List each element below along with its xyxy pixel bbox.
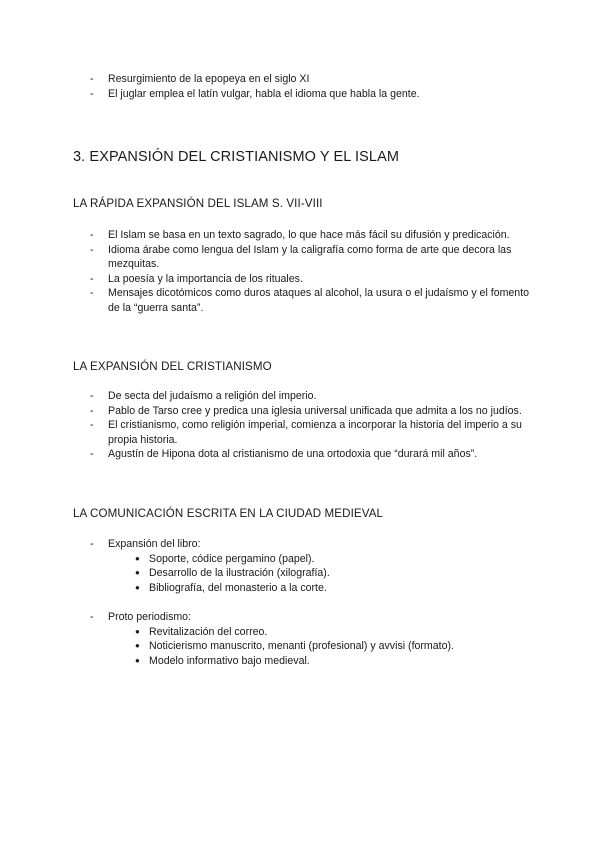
- section-title: 3. EXPANSIÓN DEL CRISTIANISMO Y EL ISLAM: [73, 149, 400, 165]
- cristianismo-heading: LA EXPANSIÓN DEL CRISTIANISMO: [73, 360, 272, 373]
- list-item: - Pablo de Tarso cree y predica una iglesia universal unificada que admita a los no judíos.: [90, 404, 530, 419]
- list-item: - El cristianismo, como religión imperial, comienza a incorporar la historia del imperio a su propia historia.: [90, 418, 530, 447]
- sublist-item: ● Bibliografía, del monasterio a la corte.: [135, 581, 530, 596]
- sublist-item: ● Revitalización del correo.: [135, 625, 530, 640]
- list-item: - Idioma árabe como lengua del Islam y la caligrafía como forma de arte que decora las mezquitas.: [90, 243, 530, 272]
- libro-sublist: [108, 552, 530, 596]
- list-item: - La poesía y la importancia de los rituales.: [90, 272, 530, 287]
- list-item: - El juglar emplea el latín vulgar, habla el idioma que habla la gente.: [90, 87, 530, 102]
- list-item: - El Islam se basa en un texto sagrado, lo que hace más fácil su difusión y predicación.: [90, 228, 530, 243]
- sublist-item: ● Noticierismo manuscrito, menanti (profesional) y avvisi (formato).: [135, 639, 530, 654]
- comunicacion-heading: LA COMUNICACIÓN ESCRITA EN LA CIUDAD MEDIEVAL: [73, 507, 384, 520]
- list-item: - Mensajes dicotómicos como duros ataques al alcohol, la usura o el judaísmo y el fomento de la “guerra santa”.: [90, 286, 530, 315]
- islam-heading: LA RÁPIDA EXPANSIÓN DEL ISLAM S. VII-VIII: [73, 197, 323, 210]
- sublist-item: ● Soporte, códice pergamino (papel).: [135, 552, 530, 567]
- periodismo-label: Proto periodismo:: [108, 610, 192, 623]
- list-item: - Agustín de Hipona dota al cristianismo de una ortodoxia que “durará mil años”.: [90, 447, 530, 462]
- intro-list: [90, 72, 530, 101]
- list-item: - De secta del judaísmo a religión del imperio.: [90, 389, 530, 404]
- sublist-item: ● Desarrollo de la ilustración (xilografía).: [135, 566, 530, 581]
- list-item: [90, 537, 530, 610]
- comunicacion-list: [90, 537, 530, 668]
- sublist-item: ● Modelo informativo bajo medieval.: [135, 654, 530, 669]
- periodismo-sublist: [108, 625, 530, 669]
- cristianismo-list: [90, 389, 530, 462]
- list-item: - Resurgimiento de la epopeya en el siglo XI: [90, 72, 530, 87]
- islam-list: [90, 228, 530, 316]
- libro-label: Expansión del libro:: [108, 538, 201, 550]
- list-item: [90, 610, 530, 668]
